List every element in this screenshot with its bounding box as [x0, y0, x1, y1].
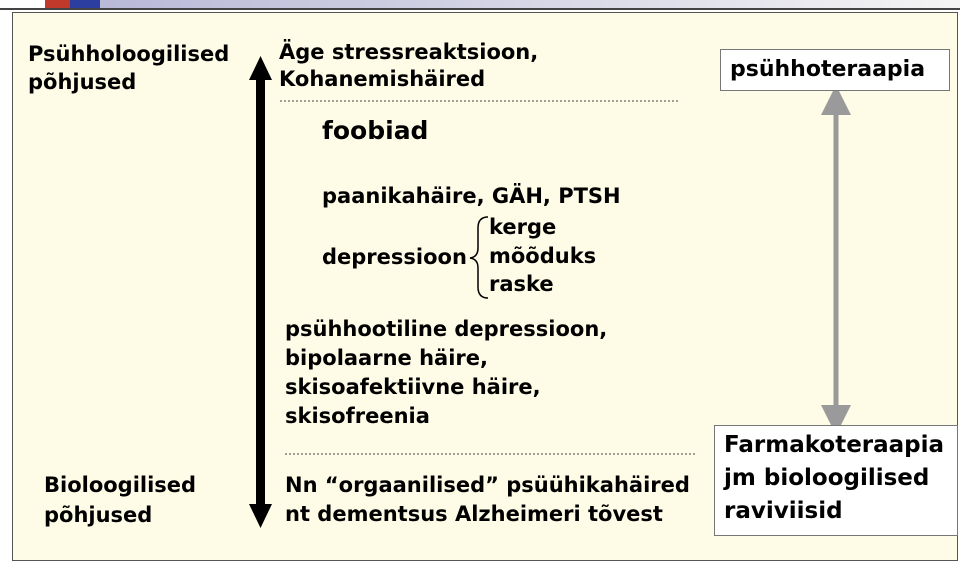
- adjustment-disorders-label: Kohanemishäired: [279, 67, 486, 91]
- psychosis-list-line2: bipolaarne häire,: [285, 346, 488, 370]
- pharmacotherapy-box: [714, 425, 958, 536]
- dementia-example-label: nt dementsus Alzheimeri tõvest: [285, 502, 663, 526]
- psychosis-list-line4: skisofreenia: [285, 404, 430, 428]
- pharmacotherapy-label-line2: jm bioloogilised: [724, 465, 930, 491]
- biological-causes-label-line1: Bioloogilised: [44, 473, 197, 497]
- depression-level-mild: kerge: [489, 215, 557, 239]
- psychological-causes-label-line1: Psühholoogilised: [28, 42, 230, 66]
- organic-disorders-label: Nn “orgaanilised” psüühikahäired: [285, 473, 690, 497]
- psychotherapy-box: [720, 49, 950, 91]
- cause-spectrum-arrow: [249, 56, 272, 528]
- pharmacotherapy-label-line3: raviviisid: [724, 498, 843, 524]
- psychotherapy-label: psühhoteraapia: [730, 57, 926, 82]
- psychosis-list-line1: psühhootiline depressioon,: [285, 317, 608, 341]
- depression-level-moderate: mõõduks: [489, 244, 597, 268]
- pharmacotherapy-label-line1: Farmakoteraapia: [724, 432, 945, 458]
- psychological-causes-label-line2: põhjused: [28, 70, 137, 94]
- phobias-label: foobiad: [322, 116, 429, 145]
- depression-label: depressioon: [322, 245, 467, 269]
- acute-stress-label: Äge stressreaktsioon,: [279, 40, 539, 64]
- depression-level-severe: raske: [489, 272, 554, 296]
- biological-causes-label-line2: põhjused: [44, 503, 153, 527]
- psychosis-list-line3: skisoafektiivne häire,: [285, 375, 541, 399]
- depression-brace: [470, 217, 488, 298]
- anxiety-disorders-label: paanikahäire, GÄH, PTSH: [322, 184, 621, 208]
